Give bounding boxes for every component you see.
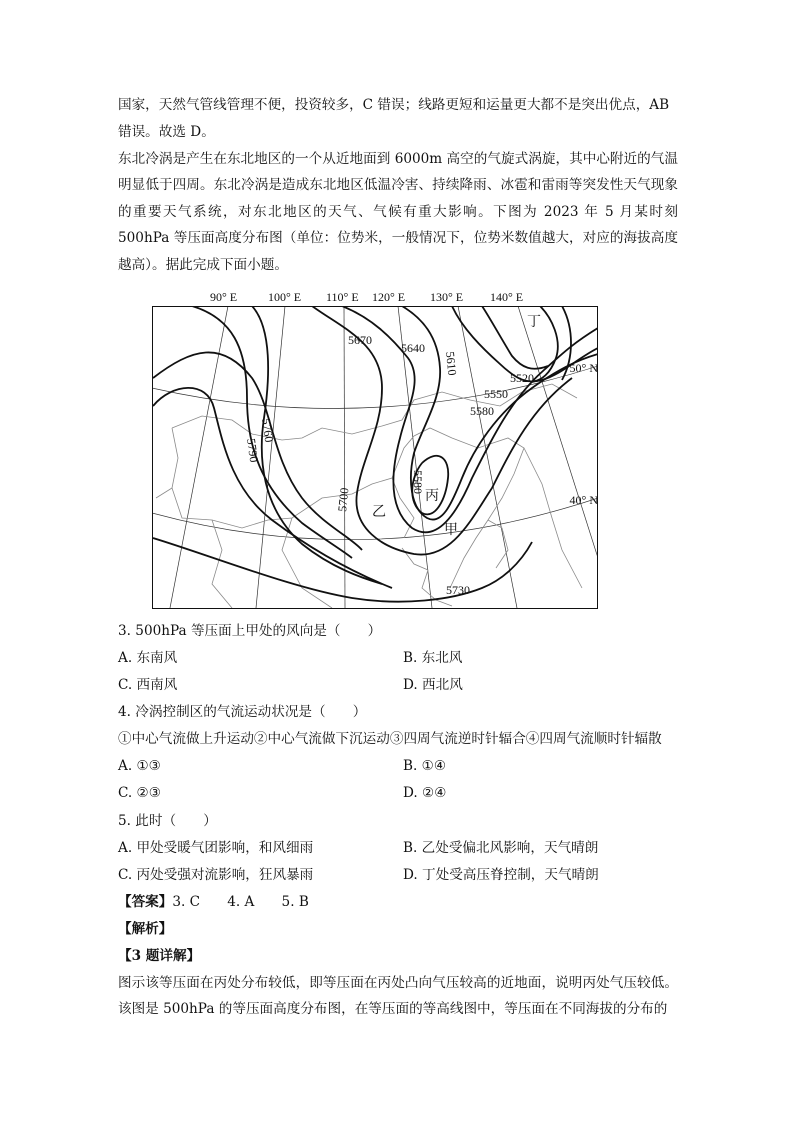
option-b[interactable]: B. ①④ bbox=[403, 758, 447, 774]
intro-line-2: 错误。故选 D。 bbox=[118, 124, 215, 140]
contour-label: 5700 bbox=[335, 486, 352, 513]
option-d[interactable]: D. 西北风 bbox=[403, 677, 463, 693]
option-d[interactable]: D. 丁处受高压脊控制，天气晴朗 bbox=[403, 867, 599, 883]
lon-label-100: 100° E bbox=[268, 290, 302, 304]
intro-line-1: 国家，天然气管线管理不便，投资较多，C 错误；线路更短和运量更大都不是突出优点，AB bbox=[118, 97, 670, 113]
contour-label: 5550 bbox=[484, 387, 508, 401]
contour-label: 5640 bbox=[401, 341, 425, 355]
lon-label-140: 140° E bbox=[490, 290, 524, 304]
contour-label: 5730 bbox=[446, 583, 470, 597]
option-a[interactable]: A. 东南风 bbox=[118, 650, 178, 666]
lon-label-130: 130° E bbox=[430, 290, 464, 304]
place-yi: 乙 bbox=[372, 504, 386, 520]
option-c[interactable]: C. 丙处受强对流影响，狂风暴雨 bbox=[118, 867, 314, 883]
answer-label: 【答案】 bbox=[118, 894, 173, 910]
option-b[interactable]: B. 乙处受偏北风影响，天气晴朗 bbox=[403, 840, 599, 856]
detail-text: 图示该等压面在丙处分布较低，即等压面在丙处凸向气压较高的近地面，说明丙处气压较低。该图是 500hPa 的等压面高度分布图，在等压面的等高线图中，等压面在不同海拔的分布的 bbox=[118, 975, 678, 1018]
option-c[interactable]: C. ②③ bbox=[118, 785, 161, 801]
contour-label: 5580 bbox=[411, 470, 425, 494]
contour-label: 5790 bbox=[244, 437, 262, 464]
answer-text: 3. C 4. A 5. B bbox=[172, 894, 309, 910]
lon-label-120: 120° E bbox=[372, 290, 406, 304]
place-bing: 丙 bbox=[425, 488, 439, 504]
contour-label: 5520 bbox=[510, 371, 534, 385]
option-c[interactable]: C. 西南风 bbox=[118, 677, 178, 693]
option-a[interactable]: A. ①③ bbox=[118, 758, 161, 774]
option-b[interactable]: B. 东北风 bbox=[403, 650, 463, 666]
lat-label-50: 50° N bbox=[569, 361, 598, 375]
lon-label-110: 110° E bbox=[326, 290, 359, 304]
contour-label: 5580 bbox=[470, 404, 494, 418]
pressure-height-map bbox=[152, 288, 598, 610]
passage-text: 东北冷涡是产生在东北地区的一个从近地面到 6000m 高空的气旋式涡旋，其中心附近的气温明显低于四周。东北冷涡是造成东北地区低温冷害、持续降雨、冰雹和雷雨等突发性天气现象的重要天气系统，对东北地区的天气、气候有重大影响。下图为 2023 年 5 月某时刻 500hPa 等压面高度分布图（单位：位势米，一般情况下，位势米数值越大，对应的海拔高度越高）。据此完成下面小题。 bbox=[118, 151, 678, 273]
place-ding: 丁 bbox=[527, 314, 541, 330]
option-a[interactable]: A. 甲处受暖气团影响，和风细雨 bbox=[118, 840, 314, 856]
contour-label: 5670 bbox=[348, 333, 372, 347]
option-d[interactable]: D. ②④ bbox=[403, 785, 447, 801]
contour-label: 5760 bbox=[259, 417, 277, 444]
contour-label: 5610 bbox=[443, 350, 460, 377]
place-jia: 甲 bbox=[444, 522, 458, 538]
lon-label-90: 90° E bbox=[210, 290, 238, 304]
lat-label-40: 40° N bbox=[569, 493, 598, 507]
